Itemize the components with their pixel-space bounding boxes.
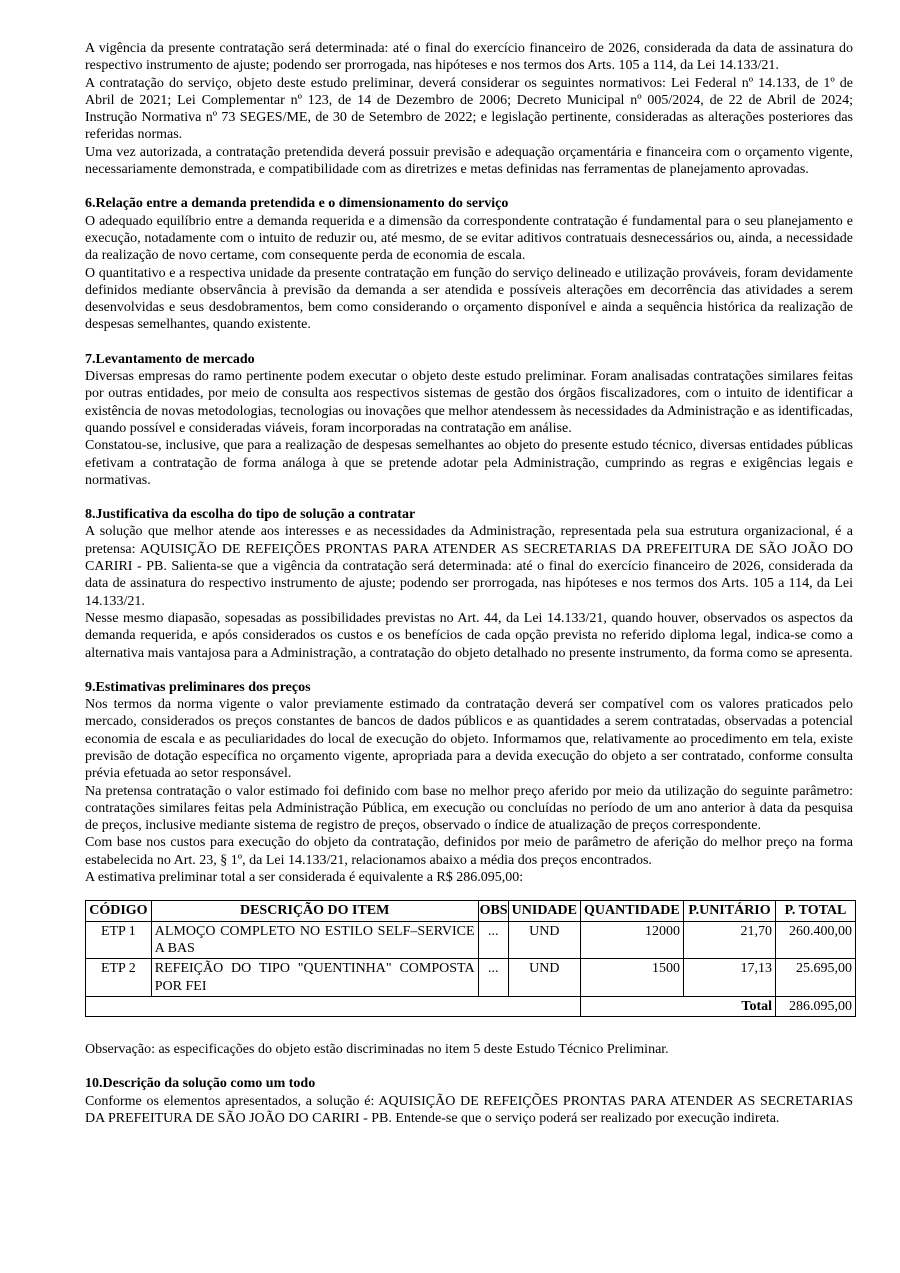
- cell-ptotal: 25.695,00: [776, 959, 856, 997]
- section-9-paragraph: Com base nos custos para execução do objeto da contratação, definidos por meio de parâmetro de aferição do melhor preço na forma estabelecida no Art. 23, § 1º, da Lei 14.133/21, relacionamos abaixo a média dos preços encontrados.: [85, 835, 853, 868]
- section-10-paragraph: Conforme os elementos apresentados, a solução é: AQUISIÇÃO DE REFEIÇÕES PRONTAS PARA ATENDER AS SECRETARIAS DA PREFEITURA DE SÃO JOÃO DO CARIRI - PB. Entende-se que o serviço poderá ser realizado por execução indireta.: [85, 1093, 853, 1127]
- cell-total-label: Total: [580, 996, 775, 1016]
- table-total-row: [86, 996, 856, 1016]
- intro-paragraph-normativos: A contratação do serviço, objeto deste estudo preliminar, deverá considerar os seguintes normativos: Lei Federal nº 14.133, de 1º de Abril de 2021; Lei Complementar nº 123, de 14 de Dezembro de 2006; Decreto Municipal nº 005/2024, de 22 de Abril de 2024; Instrução Normativa nº 73 SEGES/ME, de 30 de Setembro de 2022; e legislação pertinente, consideradas as alterações posteriores das referidas normas.: [85, 75, 853, 143]
- cell-punitario: 21,70: [683, 921, 775, 959]
- section-9-heading: 9.Estimativas preliminares dos preços: [85, 679, 311, 695]
- section-8-paragraph: Nesse mesmo diapasão, sopesadas as possibilidades previstas no Art. 44, da Lei 14.133/21, quando houver, observados os aspectos da demanda requerida, e após considerados os custos e os benefícios de cada opção prevista no referido diploma legal, indica-se como a alternativa mais vantajosa para a Administração, a contratação do objeto detalhado no presente instrumento, da forma como se apresenta.: [85, 610, 853, 661]
- section-6-paragraph: O adequado equilíbrio entre a demanda requerida e a dimensão da correspondente contratação é fundamental para o seu planejamento e execução, notadamente com o intuito de reduzir ou, até mesmo, de se evitar aditivos contratuais desnecessários ou, ainda, a necessidade da realização de novo certame, com consequente perda de economia de escala.: [85, 213, 853, 264]
- cell-punitario: 17,13: [683, 959, 775, 997]
- section-7-heading: 7.Levantamento de mercado: [85, 351, 255, 367]
- section-6-paragraph: O quantitativo e a respectiva unidade da presente contratação em função do serviço delineado e utilização prováveis, foram devidamente definidos mediante observância à previsão da demanda a ser atendida e possíveis alterações em decorrência das atividades a serem desenvolvidas e seus desdobramentos, bem como considerando o orçamento disponível e ainda a sequência histórica da realização de despesas semelhantes, quando existente.: [85, 265, 853, 333]
- cell-descricao: REFEIÇÃO DO TIPO "QUENTINHA" COMPOSTA POR FEI: [151, 959, 478, 997]
- cell-descricao: ALMOÇO COMPLETO NO ESTILO SELF–SERVICE A BAS: [151, 921, 478, 959]
- section-6-relacao-demanda: [85, 195, 853, 333]
- cell-unidade: UND: [508, 921, 580, 959]
- section-7-levantamento-mercado: [85, 351, 853, 489]
- table-header-row: [86, 901, 856, 921]
- section-7-paragraph: Diversas empresas do ramo pertinente podem executar o objeto deste estudo preliminar. Foram analisadas contratações similares feitas por outras entidades, por meio de consulta aos respectivos sistemas de gestão dos órgãos fiscalizadores, com o intuito de identificar a existência de novas metodologias, tecnologias ou inovações que melhor atendessem às necessidades da Administração e as identificadas, quando possível e consideradas viáveis, foram incorporadas na contratação em análise.: [85, 369, 853, 436]
- section-9-estimativas-precos: [85, 679, 853, 887]
- section-7-paragraph: Constatou-se, inclusive, que para a realização de despesas semelhantes ao objeto do presente estudo técnico, diversas entidades públicas efetivam a contratação de forma análoga à que se pretende adotar pela Administração, cumprindo as regras e exigências legais e normativas.: [85, 438, 853, 488]
- cell-quantidade: 12000: [580, 921, 683, 959]
- section-9-paragraph: Nos termos da norma vigente o valor previamente estimado da contratação deverá ser compatível com os valores praticados pelo mercado, considerados os preços constantes de bancos de dados públicos e as quantidades a serem contratadas, observadas a potencial economia de escala e as peculiaridades do local de execução do objeto. Informamos que, relativamente ao procedimento em tela, existe previsão de dotação específica no orçamento vigente, apropriada para a devida execução do objeto a ser contratado, conforme consulta prévia efetuada ao setor responsável.: [85, 697, 853, 782]
- observation-note: Observação: as especificações do objeto estão discriminadas no item 5 deste Estudo Técnico Preliminar.: [85, 1042, 669, 1058]
- intro-paragraph-vigencia: A vigência da presente contratação será determinada: até o final do exercício financeiro de 2026, considerada da data de assinatura do respectivo instrumento de ajuste; podendo ser prorrogada, nas hipóteses e nos termos dos Arts. 105 a 114, da Lei 14.133/21.: [85, 41, 853, 74]
- column-header-unidade: UNIDADE: [508, 901, 580, 921]
- cell-codigo: ETP 2: [86, 959, 152, 997]
- section-8-paragraph: A solução que melhor atende aos interesses e as necessidades da Administração, representada pela sua estrutura organizacional, é a pretensa: AQUISIÇÃO DE REFEIÇÕES PRONTAS PARA ATENDER AS SECRETARIAS DA PREFEITURA DE SÃO JOÃO DO CARIRI - PB. Salienta-se que a vigência da contratação será determinada: até o final do exercício financeiro de 2026, considerada da data de assinatura do respectivo instrumento de ajuste; podendo ser prorrogada, nas hipóteses e nos termos dos Arts. 105 a 114, da Lei 14.133/21.: [85, 524, 853, 609]
- cell-total-empty: [86, 996, 581, 1016]
- section-8-heading: 8.Justificativa da escolha do tipo de solução a contratar: [85, 507, 416, 523]
- column-header-obs: OBS: [478, 901, 508, 921]
- column-header-quantidade: QUANTIDADE: [580, 901, 683, 921]
- cell-total-value: 286.095,00: [776, 996, 856, 1016]
- table-row-etp2: [86, 959, 856, 997]
- section-9-paragraph-estimativa-total: A estimativa preliminar total a ser considerada é equivalente a R$ 286.095,00:: [85, 870, 524, 886]
- section-6-heading: 6.Relação entre a demanda pretendida e o dimensionamento do serviço: [85, 196, 509, 212]
- column-header-codigo: CÓDIGO: [86, 901, 152, 921]
- cell-codigo: ETP 1: [86, 921, 152, 959]
- intro-paragraph-orcamento: Uma vez autorizada, a contratação pretendida deverá possuir previsão e adequação orçamentária e financeira com o orçamento vigente, necessariamente demonstrada, e compatibilidade com as diretrizes e metas definidas nas ferramentas de planejamento aprovadas.: [85, 144, 853, 178]
- column-header-ptotal: P. TOTAL: [776, 901, 856, 921]
- column-header-punitario: P.UNITÁRIO: [683, 901, 775, 921]
- section-8-justificativa-solucao: [85, 506, 853, 662]
- section-9-paragraph: Na pretensa contratação o valor estimado foi definido com base no melhor preço aferido por meio da utilização do seguinte parâmetro: contratações similares feitas pela Administração Pública, em execução ou concluídas no período de um ano anterior à data da pesquisa de preços, inclusive mediante sistema de registro de preços, observado o índice de atualização de preços correspondente.: [85, 783, 853, 834]
- column-header-descricao: DESCRIÇÃO DO ITEM: [151, 901, 478, 921]
- price-estimate-table: [85, 900, 856, 1017]
- cell-quantidade: 1500: [580, 959, 683, 997]
- document-page: [85, 0, 853, 1127]
- cell-unidade: UND: [508, 959, 580, 997]
- section-10-descricao-solucao: [85, 1075, 853, 1127]
- cell-ptotal: 260.400,00: [776, 921, 856, 959]
- cell-obs: ...: [478, 921, 508, 959]
- table-row-etp1: [86, 921, 856, 959]
- cell-obs: ...: [478, 959, 508, 997]
- section-10-heading: 10.Descrição da solução como um todo: [85, 1076, 316, 1092]
